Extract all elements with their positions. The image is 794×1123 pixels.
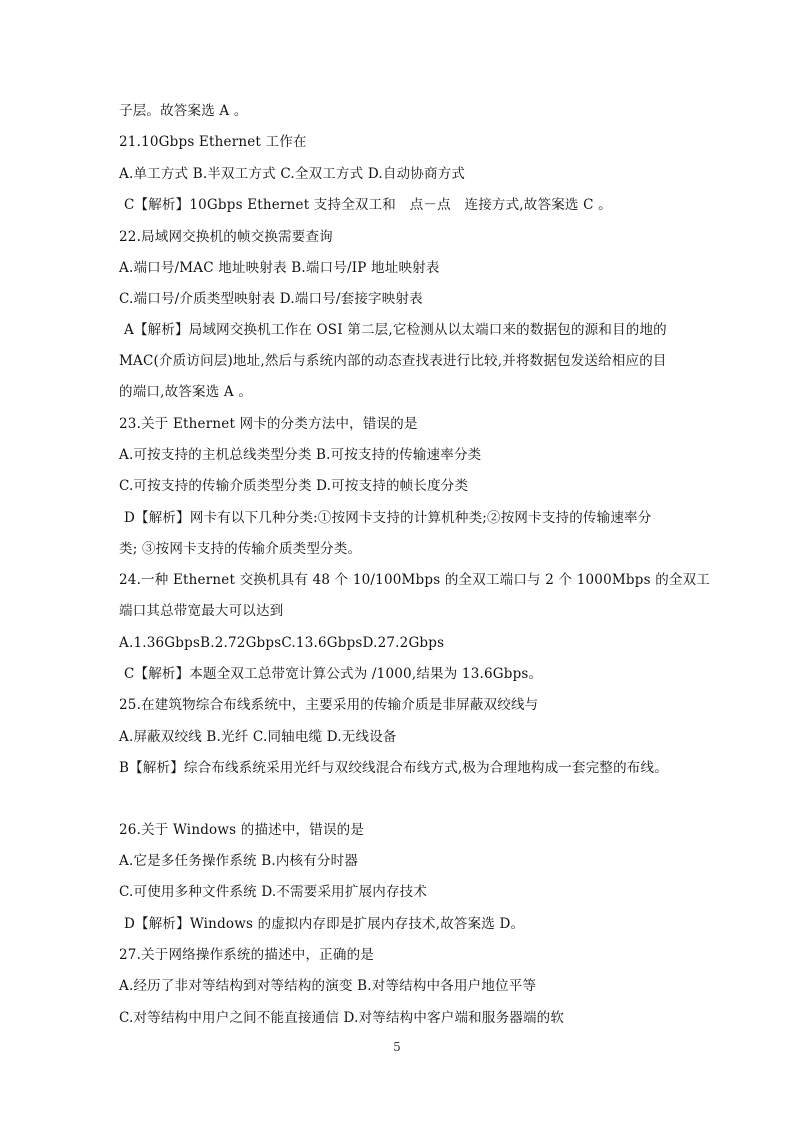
answer-24: C【解析】本题全双工总带宽计算公式为 /1000,结果为 13.6Gbps。 [124,666,543,682]
answer-22-cont: MAC(介质访问层)地址,然后与系统内部的动态查找表进行比较,并将数据包发送给相应的目 [119,353,667,369]
question-26: 26.关于 Windows 的描述中，错误的是 [119,822,365,838]
answer-21: C【解析】10Gbps Ethernet 支持全双工和 点－点 连接方式,故答案选 C 。 [124,197,612,213]
answer-22: A【解析】局域网交换机工作在 OSI 第二层,它检测从以太端口来的数据包的源和目的地的 [124,322,667,338]
answer-23-cont: 类; ③按网卡支持的传输介质类型分类。 [119,541,362,557]
options-23-cd: C.可按支持的传输介质类型分类 D.可按支持的帧长度分类 [119,478,469,494]
question-21: 21.10Gbps Ethernet 工作在 [119,134,307,150]
options-27-ab: A.经历了非对等结构到对等结构的演变 B.对等结构中各用户地位平等 [119,978,537,994]
options-22-cd: C.端口号/介质类型映射表 D.端口号/套接字映射表 [119,291,423,307]
answer-25: B【解析】综合布线系统采用光纤与双绞线混合布线方式,极为合理地构成一套完整的布线。 [119,760,668,776]
text-line: 子层。故答案选 A 。 [119,103,248,119]
page-number: 5 [393,1040,401,1054]
answer-26: D【解析】Windows 的虚拟内存即是扩展内存技术,故答案选 D。 [124,916,525,932]
options-24: A.1.36GbpsB.2.72GbpsC.13.6GbpsD.27.2Gbps [119,635,445,651]
options-26-cd: C.可使用多种文件系统 D.不需要采用扩展内存技术 [119,884,428,900]
question-25: 25.在建筑物综合布线系统中，主要采用的传输介质是非屏蔽双绞线与 [119,697,539,713]
options-22-ab: A.端口号/MAC 地址映射表 B.端口号/IP 地址映射表 [119,260,440,276]
options-27-cd: C.对等结构中用户之间不能直接通信 D.对等结构中客户端和服务器端的软 [119,1010,565,1026]
options-21: A.单工方式 B.半双工方式 C.全双工方式 D.自动协商方式 [119,166,466,182]
options-25: A.屏蔽双绞线 B.光纤 C.同轴电缆 D.无线设备 [119,729,397,745]
question-24: 24.一种 Ethernet 交换机具有 48 个 10/100Mbps 的全双工端口与 2 个 1000Mbps 的全双工 [119,572,710,588]
question-27: 27.关于网络操作系统的描述中，正确的是 [119,947,374,963]
question-22: 22.局域网交换机的帧交换需要查询 [119,229,333,245]
options-23-ab: A.可按支持的主机总线类型分类 B.可按支持的传输速率分类 [119,447,482,463]
question-23: 23.关于 Ethernet 网卡的分类方法中，错误的是 [119,416,418,432]
options-26-ab: A.它是多任务操作系统 B.内核有分时器 [119,853,359,869]
question-24-cont: 端口其总带宽最大可以达到 [119,603,284,619]
answer-23: D【解析】网卡有以下几种分类:①按网卡支持的计算机种类;②按网卡支持的传输速率分 [124,510,652,526]
answer-22-cont: 的端口,故答案选 A 。 [119,384,253,400]
